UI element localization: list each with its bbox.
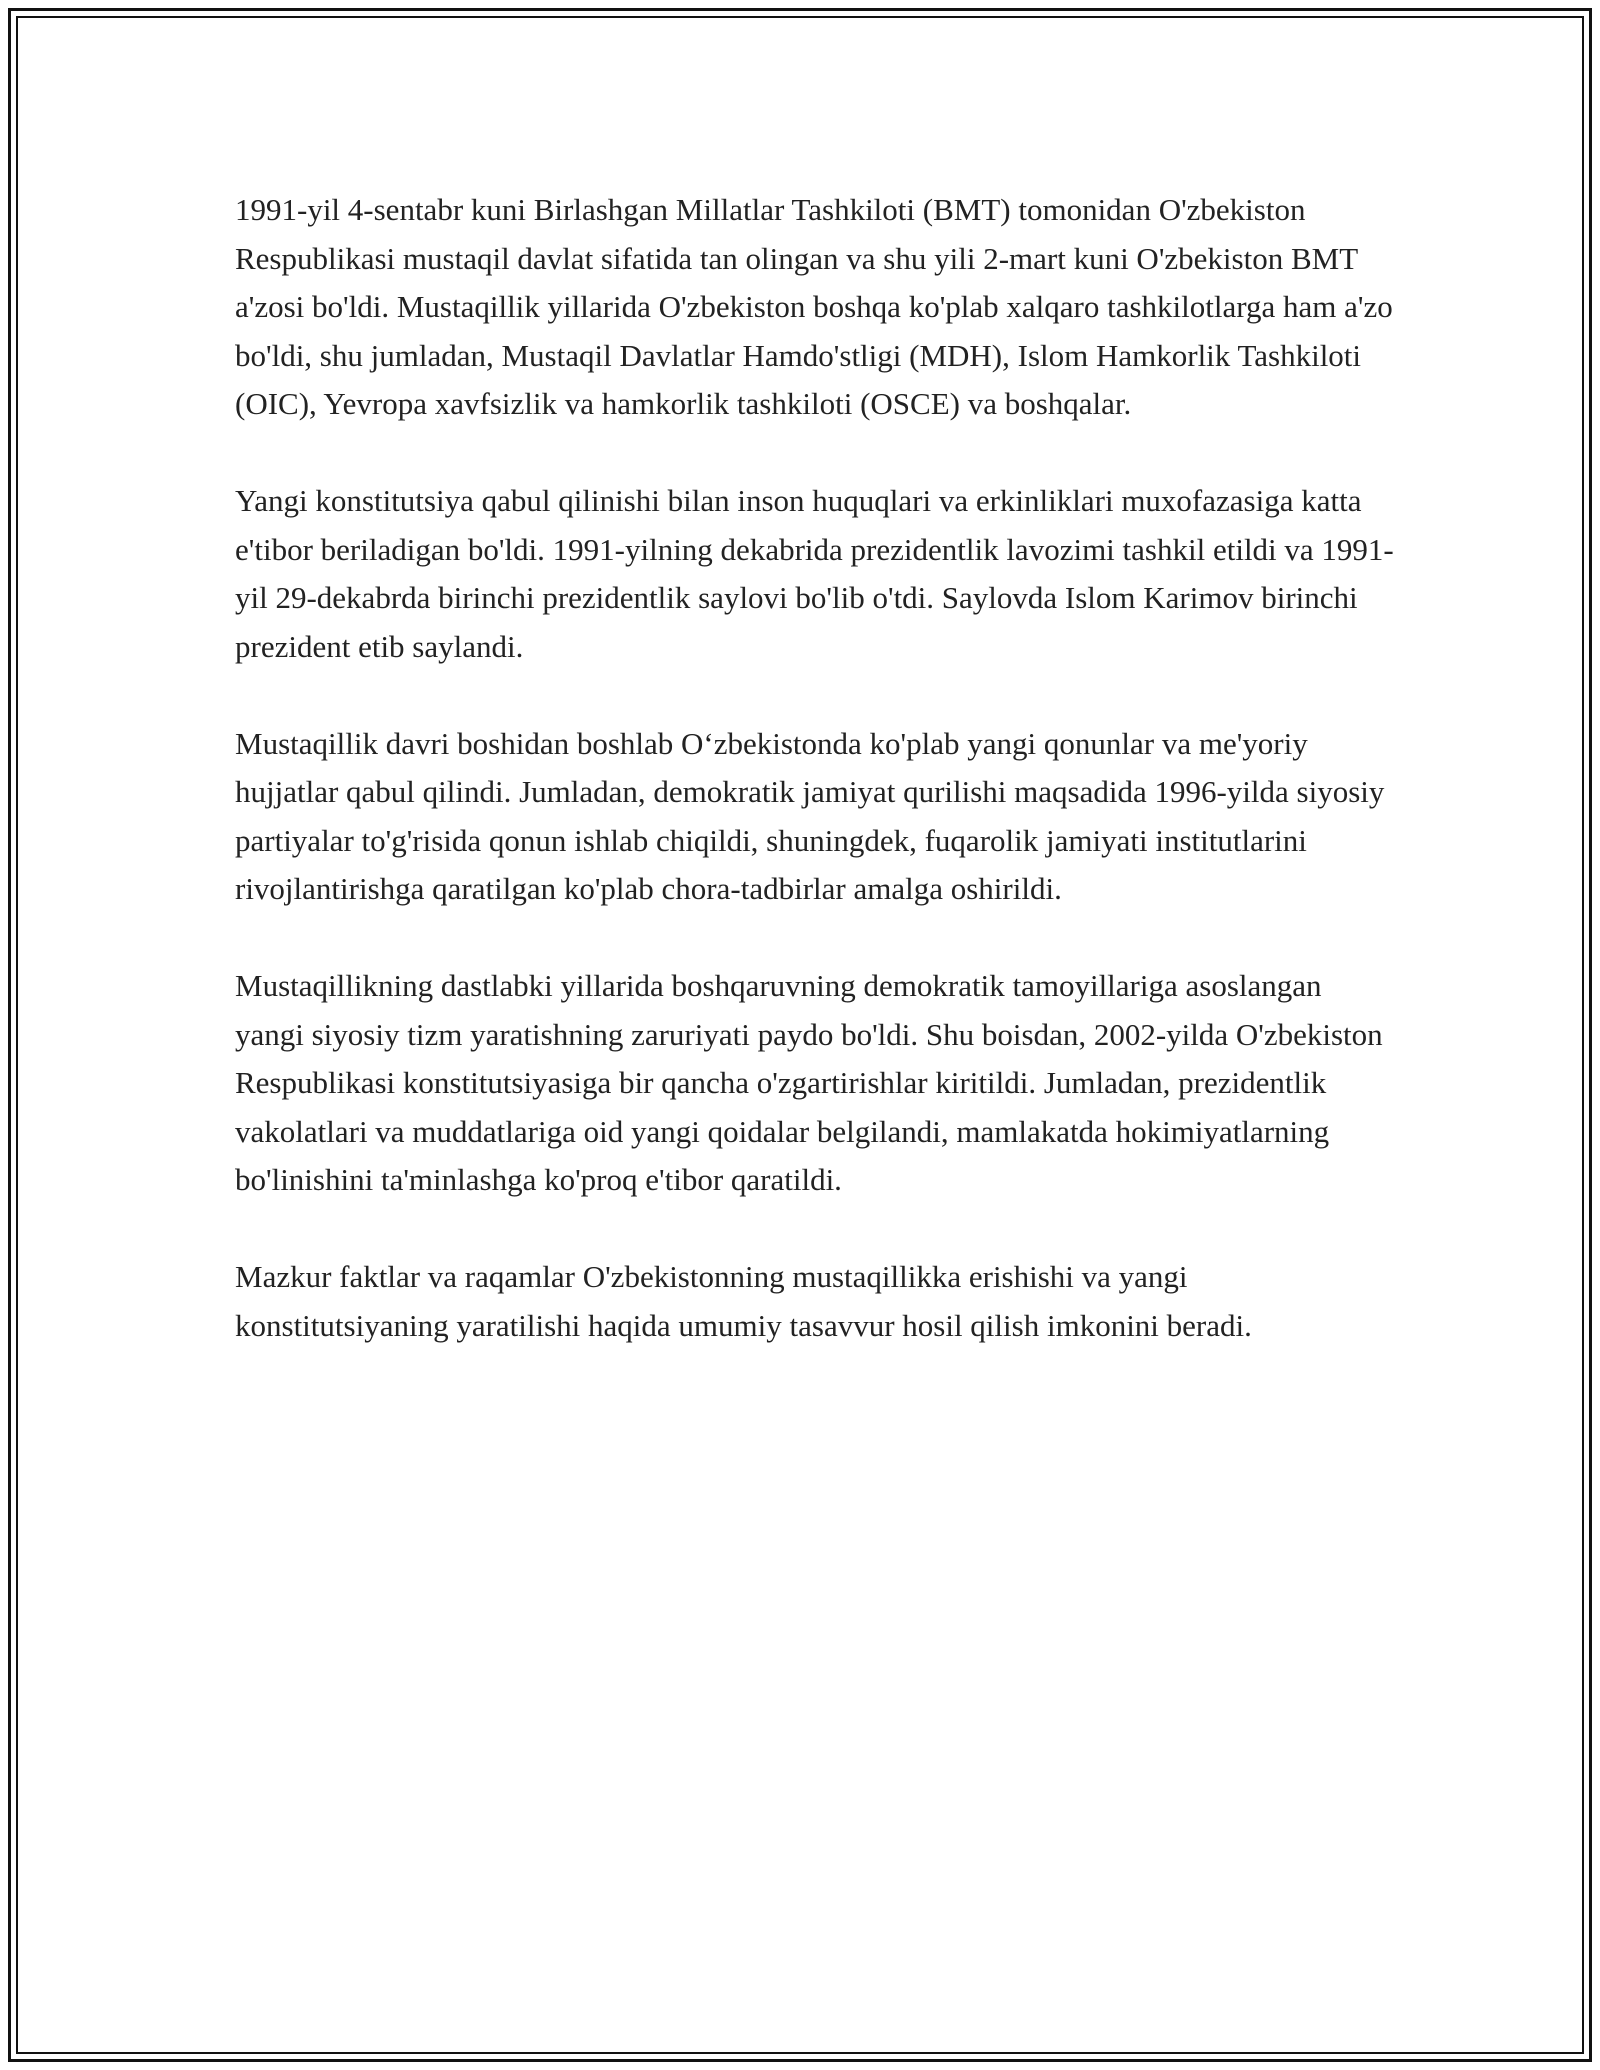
- paragraph-4: Mustaqillikning dastlabki yillarida boshqaruvning demokratik tamoyillariga asoslangan yangi siyosiy tizm yaratishning zaruriyati paydo bo'ldi. Shu boisdan, 2002-yilda O'zbekiston Respublikasi konstitutsiyasiga bir qancha o'zgartirishlar kiritildi. Jumladan, prezidentlik vakolatlari va muddatlariga oid yangi qoidalar belgilandi, mamlakatda hokimiyatlarning bo'linishini ta'minlashga ko'proq e'tibor qaratildi.: [235, 968, 1383, 1197]
- document-body: [235, 186, 1395, 1399]
- paragraph-2: Yangi konstitutsiya qabul qilinishi bilan inson huquqlari va erkinliklari muxofazasiga katta e'tibor beriladigan bo'ldi. 1991-yilning dekabrida prezidentlik lavozimi tashkil etildi va 1991-yil 29-dekabrda birinchi prezidentlik saylovi bo'lib o'tdi. Saylovda Islom Karimov birinchi prezident etib saylandi.: [235, 483, 1394, 664]
- paragraph-5: Mazkur faktlar va raqamlar O'zbekistonning mustaqillikka erishishi va yangi konstitutsiyaning yaratilishi haqida umumiy tasavvur hosil qilish imkonini beradi.: [235, 1259, 1252, 1343]
- paragraph-1: 1991-yil 4-sentabr kuni Birlashgan Millatlar Tashkiloti (BMT) tomonidan O'zbekiston Respublikasi mustaqil davlat sifatida tan olingan va shu yili 2-mart kuni O'zbekiston BMT a'zosi bo'ldi. Mustaqillik yillarida O'zbekiston boshqa ko'plab xalqaro tashkilotlarga ham a'zo bo'ldi, shu jumladan, Mustaqil Davlatlar Hamdo'stligi (MDH), Islom Hamkorlik Tashkiloti (OIC), Yevropa xavfsizlik va hamkorlik tashkiloti (OSCE) va boshqalar.: [235, 192, 1393, 421]
- paragraph-3: Mustaqillik davri boshidan boshlab O‘zbekistonda ko'plab yangi qonunlar va me'yoriy hujjatlar qabul qilindi. Jumladan, demokratik jamiyat qurilishi maqsadida 1996-yilda siyosiy partiyalar to'g'risida qonun ishlab chiqildi, shuningdek, fuqarolik jamiyati institutlarini rivojlantirishga qaratilgan ko'plab chora-tadbirlar amalga oshirildi.: [235, 725, 1385, 906]
